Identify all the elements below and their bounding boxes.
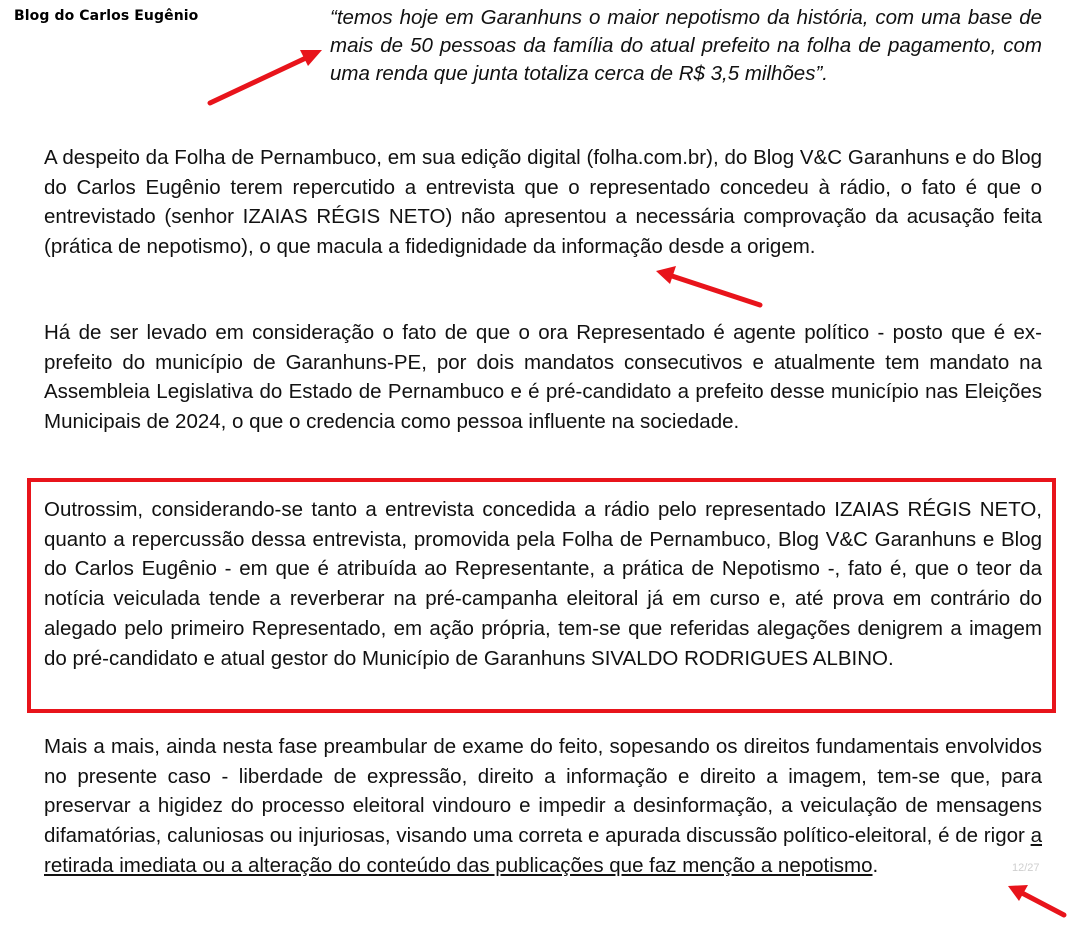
underlined-demand: a retirada imediata ou a alteração do conteúdo das publicações que faz menção a nepotismo <box>44 824 1042 877</box>
arrow-removal <box>1008 885 1064 915</box>
quoted-statement: “temos hoje em Garanhuns o maior nepotismo da história, com uma base de mais de 50 pessoas da família do atual prefeito na folha de pagamento, com uma renda que junta totaliza cerca de R$ 3,5 milhões”. <box>330 6 1042 85</box>
paragraph-highlighted: Outrossim, considerando-se tanto a entrevista concedida a rádio pelo representado IZAIAS RÉGIS NETO, quanto a repercussão dessa entrevista, promovida pela Folha de Pernambuco, Blog V&C Garanhuns e Blog do Carlos Eugênio - em que é atribuída ao Representante, a prática de Nepotismo -, fato é, que o teor da notícia veiculada tende a reverberar na pré-campanha eleitoral já em curso e, até prova em contrário do alegado pelo primeiro Representado, em ação própria, tem-se que referidas alegações denigrem a imagem do pré-candidato e atual gestor do Município de Garanhuns SIVALDO RODRIGUES ALBINO. <box>44 498 1042 670</box>
arrow-quote <box>210 50 322 103</box>
arrow-accusation <box>656 266 760 305</box>
paragraph-repercussion: A despeito da Folha de Pernambuco, em sua edição digital (folha.com.br), do Blog V&C Garanhuns e do Blog do Carlos Eugênio terem repercutido a entrevista que o representado concedeu à rádio, o fato é que o entrevistado (senhor IZAIAS RÉGIS NETO) não apresentou a necessária comprovação da acusação feita (prática de nepotismo), o que macula a fidedignidade da informação desde a origem. <box>44 146 1042 259</box>
paragraph-conclusion <box>44 732 1042 881</box>
conclusion-end: . <box>872 853 879 877</box>
conclusion-text: Mais a mais, ainda nesta fase preambular de exame do feito, sopesando os direitos fundamentais envolvidos no presente caso - liberdade de expressão, direito a informação e direito a imagem, tem-se que, para preservar a higidez do processo eleitoral vindouro e impedir a desinformação, a veiculação de mensagens difamatórias, caluniosas ou injuriosas, visando uma correta e apurada discussão político-eleitoral, é de rigor <box>44 735 1042 848</box>
blog-watermark: Blog do Carlos Eugênio <box>14 8 199 24</box>
paragraph-political-agent: Há de ser levado em consideração o fato de que o ora Representado é agente político - posto que é ex-prefeito do município de Garanhuns-PE, por dois mandatos consecutivos e atualmente tem mandato na Assembleia Legislativa do Estado de Pernambuco e é pré-candidato a prefeito desse município nas Eleições Municipais de 2024, o que o credencia como pessoa influente na sociedade. <box>44 321 1042 434</box>
page-number: 12/27 <box>1012 862 1040 874</box>
